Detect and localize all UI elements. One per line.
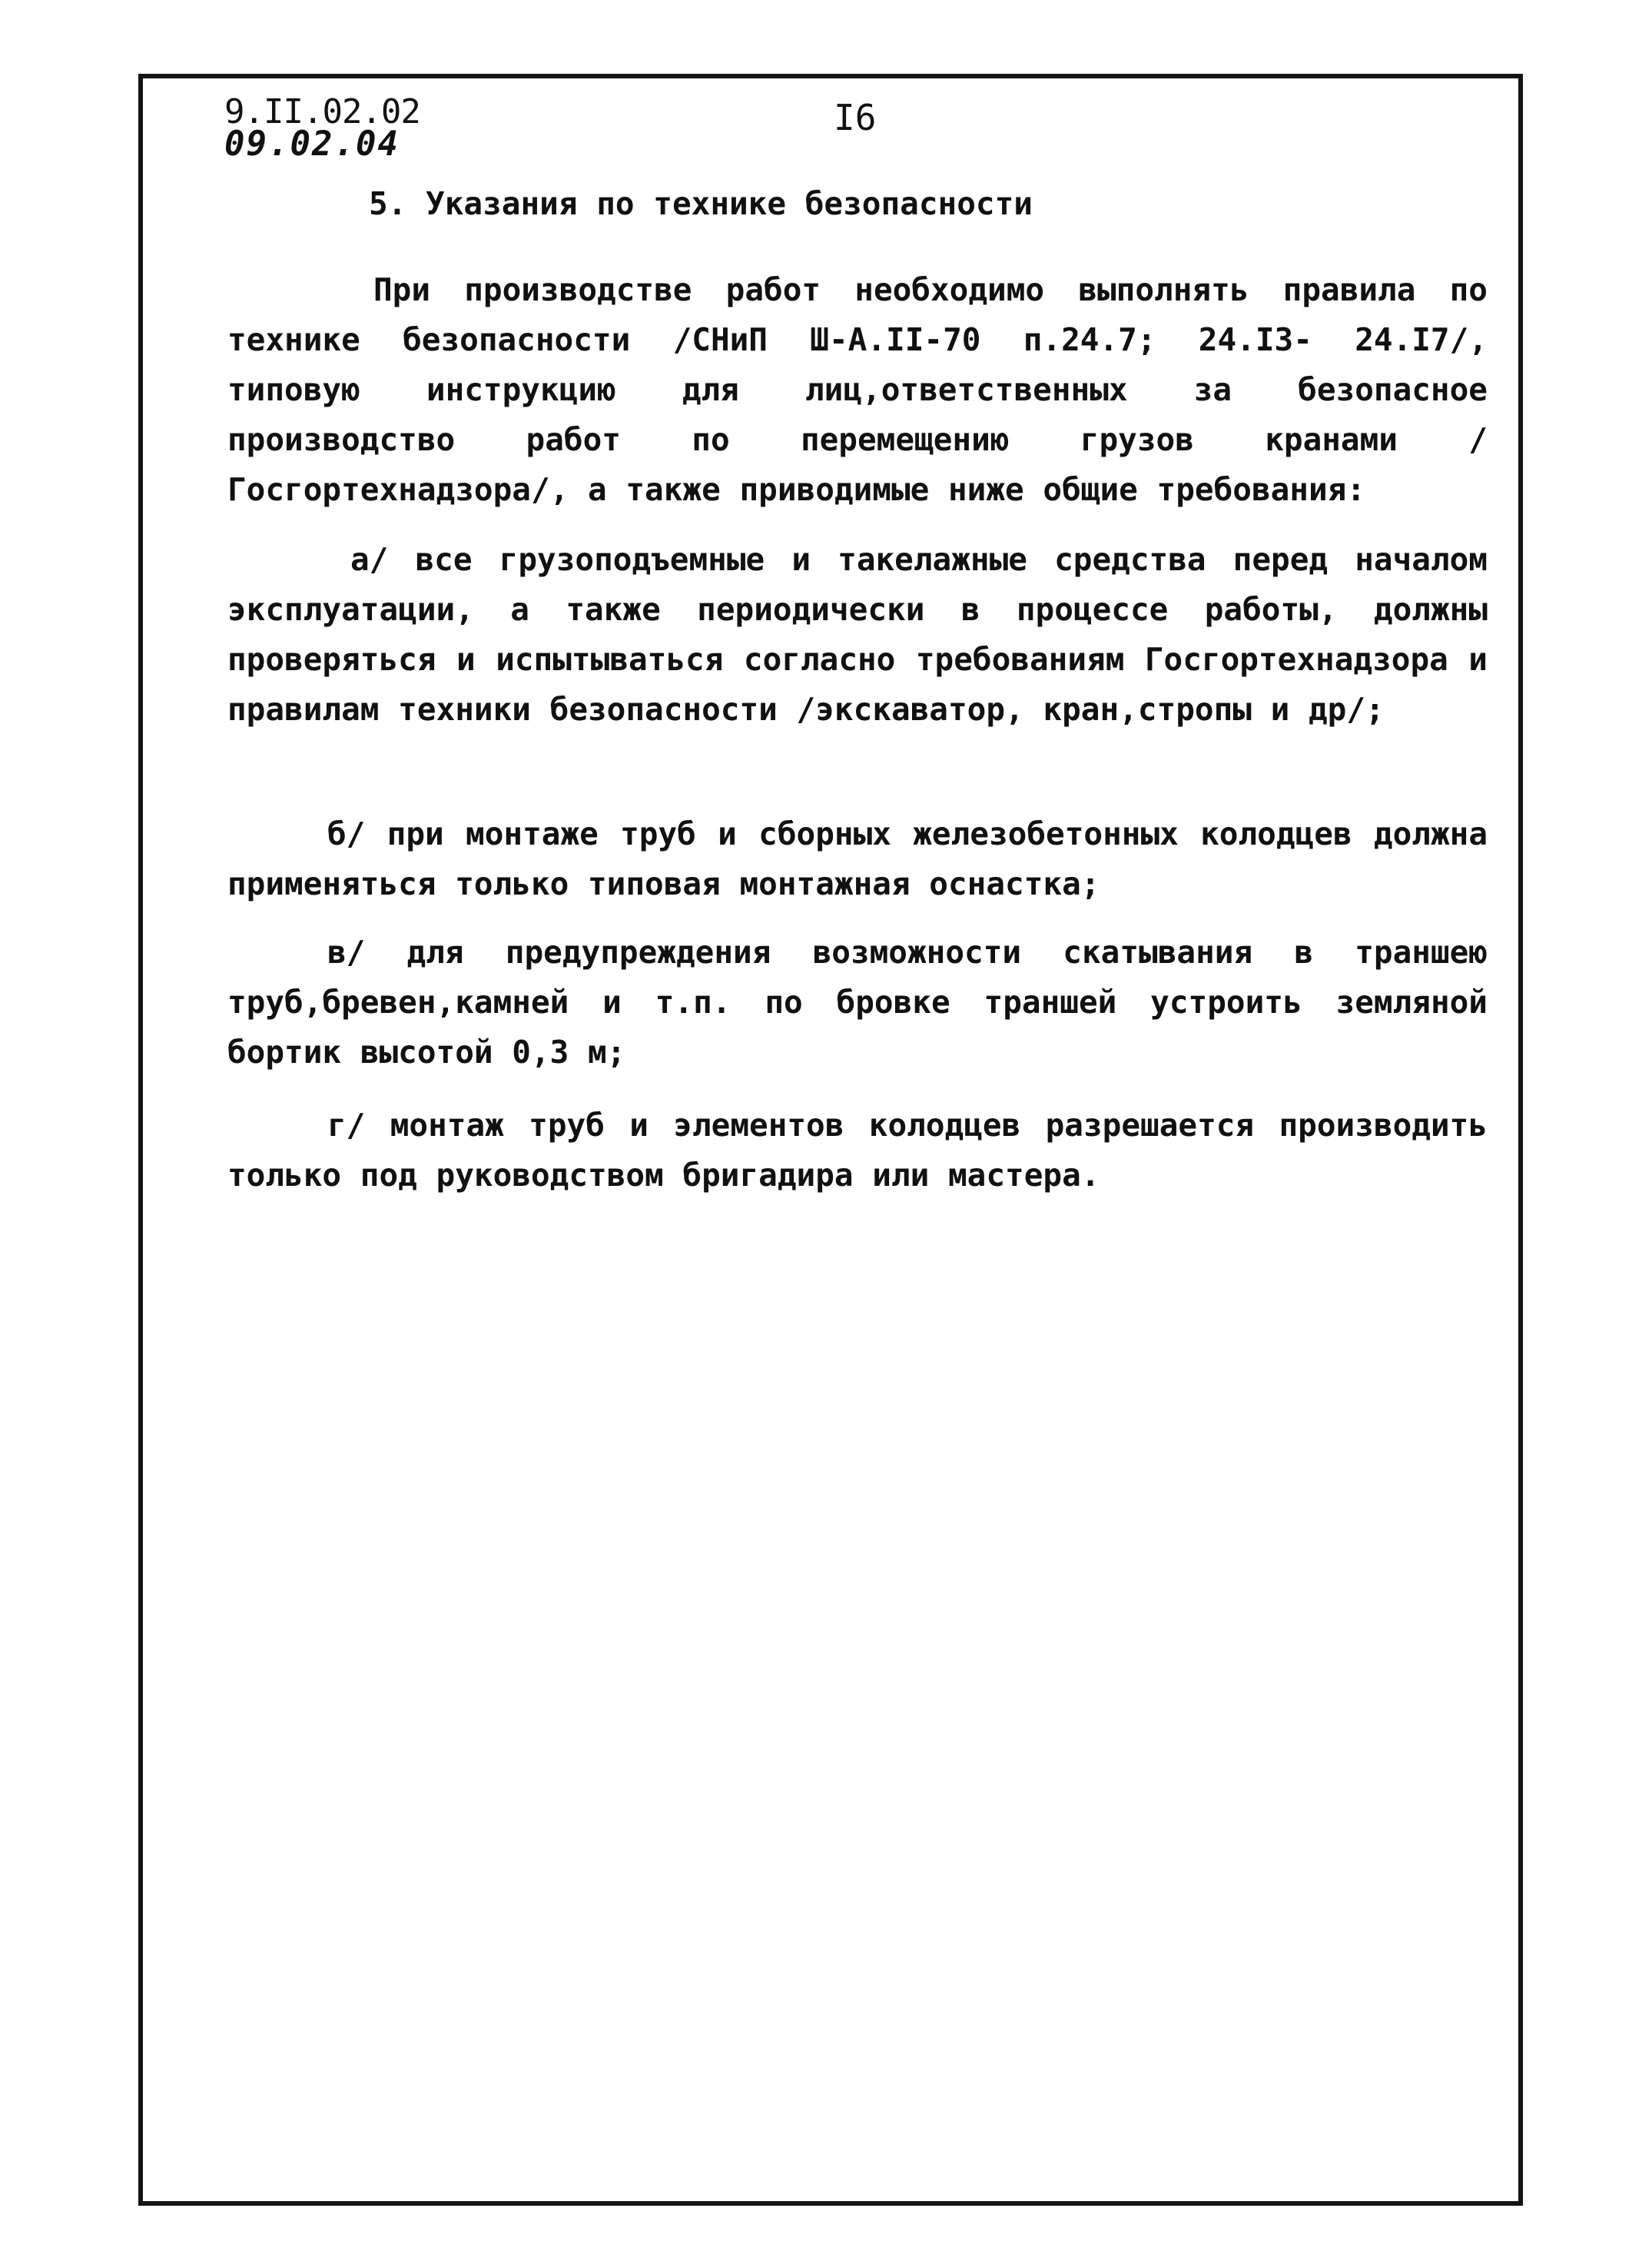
page-number: I6 [834, 97, 877, 138]
intro-paragraph: При производстве работ необходимо выполнять правила по технике безопасности /СНиП Ш-А.II-70 п.24.7; 24.I3- 24.I7/, типовую инструкцию для лиц,ответственных за безопасное производство работ по перемещению грузов кранами /Госгортехнадзора/, а также приводимые ниже общие требования: [227, 271, 1488, 508]
requirement-item-v: в/ для предупреждения возможности скатывания в траншею труб,бревен,камней и т.п. по бровке траншей устроить земляной бортик высотой 0,3 м; [227, 934, 1488, 1071]
requirement-item-a: а/ все грузоподъемные и такелажные средства перед началом эксплуатации, а также периодически в процессе работы, должны проверяться и испытываться согласно требованиям Госгортехнадзора и правилам техники безопасности /экскаватор, кран,стропы и др/; [227, 541, 1488, 728]
document-date: 09.02.04 [224, 125, 400, 164]
document-code: 9.II.02.02 [224, 92, 420, 131]
requirement-item-g: г/ монтаж труб и элементов колодцев разрешается производить только под руководством бригадира или мастера. [227, 1107, 1488, 1194]
requirement-item-b: б/ при монтаже труб и сборных железобетонных колодцев должна применяться только типовая монтажная оснастка; [227, 815, 1488, 902]
section-title: 5. Указания по технике безопасности [369, 185, 1033, 222]
